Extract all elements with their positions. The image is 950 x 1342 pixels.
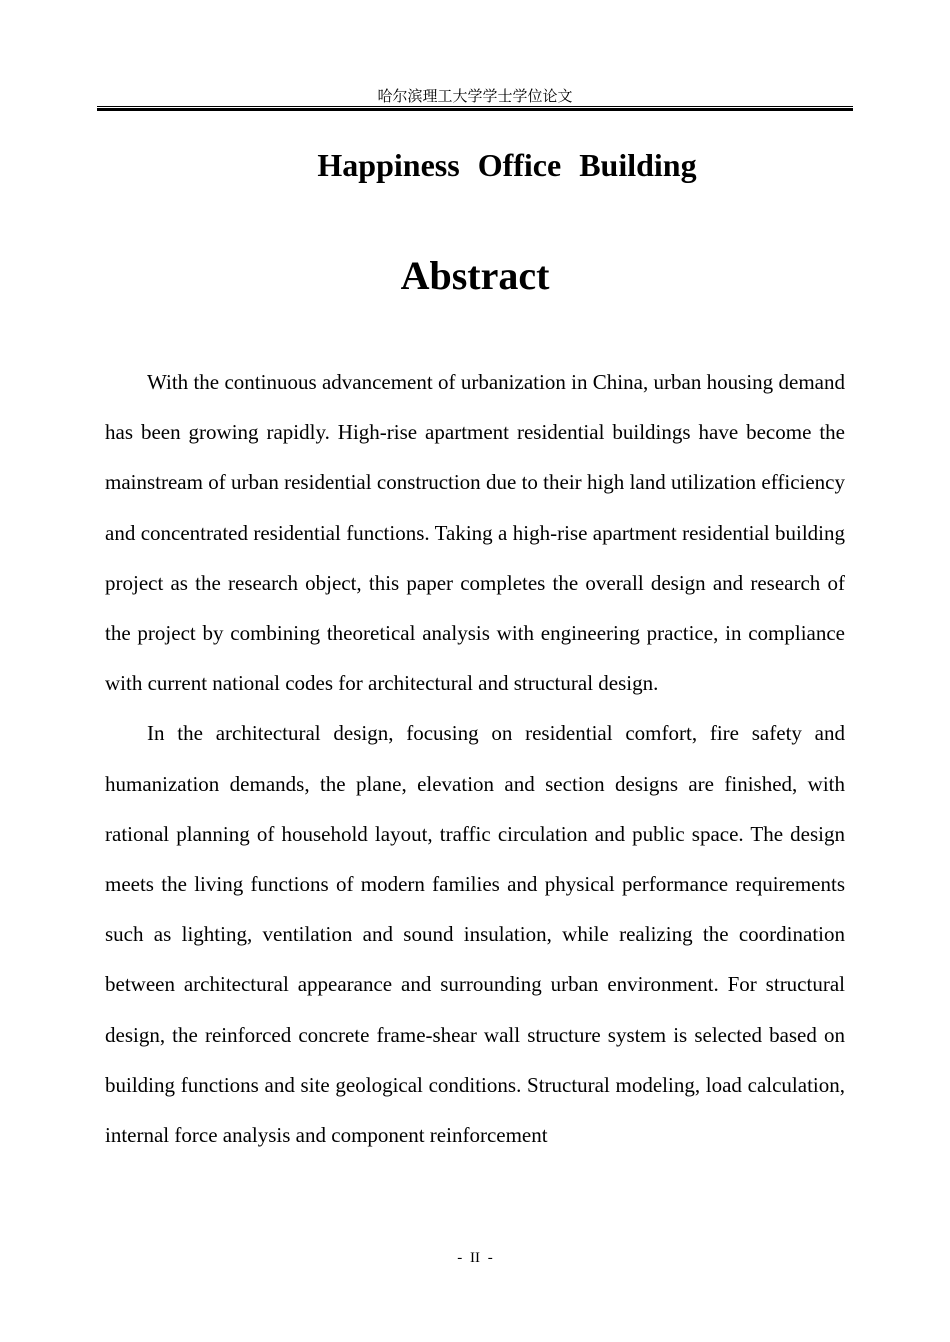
abstract-body [105,357,845,1160]
running-header: 哈尔滨理工大学学士学位论文 [377,87,573,105]
document-title: Happiness Office Building [317,147,697,183]
page-number: - II - [457,1250,493,1266]
header-rule-thin [97,106,853,107]
abstract-heading: Abstract [400,253,550,298]
header-rule-thick [97,108,853,111]
abstract-paragraph: In the architectural design, focusing on residential comfort, fire safety and humanization demands, the plane, elevation and section designs are finished, with rational planning of household layout, traffic circulation and public space. The design meets the living functions of modern families and physical performance requirements such as lighting, ventilation and sound insulation, while realizing the coordination between architectural appearance and surrounding urban environment. For structural design, the reinforced concrete frame-shear wall structure system is selected based on building functions and site geological conditions. Structural modeling, load calculation, internal force analysis and component reinforcement [105,721,845,1148]
abstract-paragraph: With the continuous advancement of urbanization in China, urban housing demand has been growing rapidly. High-rise apartment residential buildings have become the mainstream of urban residential construction due to their high land utilization efficiency and concentrated residential functions. Taking a high-rise apartment residential building project as the research object, this paper completes the overall design and research of the project by combining theoretical analysis with engineering practice, in compliance with current national codes for architectural and structural design. [105,370,845,696]
